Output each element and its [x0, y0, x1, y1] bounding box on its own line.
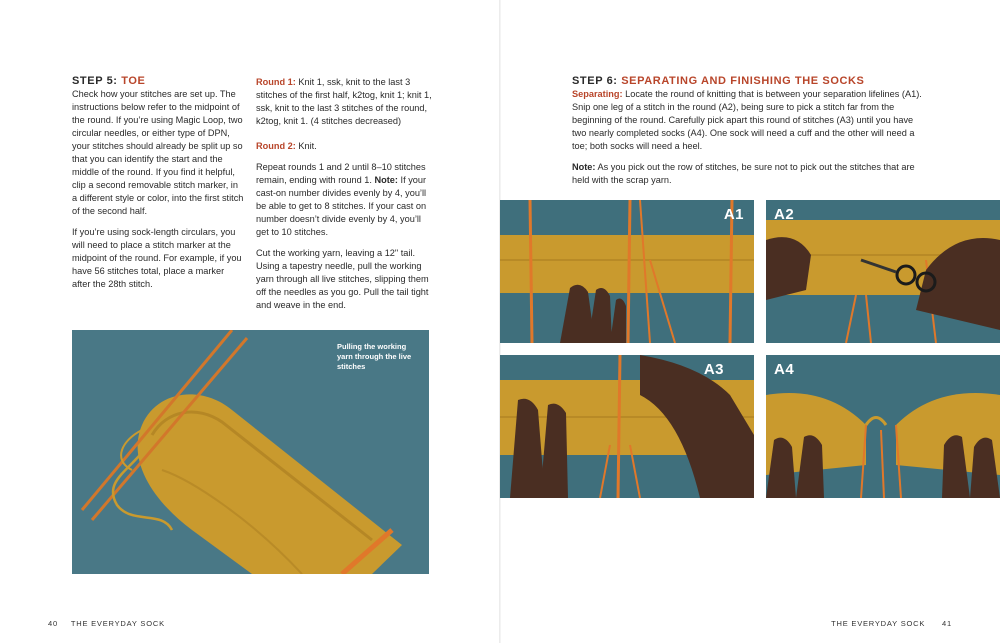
- round2-text: Knit.: [295, 141, 317, 151]
- photo-a3: [500, 355, 754, 498]
- step6-heading-accent: SEPARATING AND FINISHING THE SOCKS: [621, 75, 865, 87]
- step6-note-text: As you pick out the row of stitches, be sure not to pick out the stitches that are held with the scrap yarn.: [572, 162, 915, 185]
- repeat-paragraph: [256, 161, 432, 239]
- cut-paragraph: Cut the working yarn, leaving a 12" tail. Using a tapestry needle, pull the working yarn through all live stitches, slipping them off the needles as you go. Pull the tail tight and weave in the end.: [256, 248, 429, 310]
- left-footer-title: THE EVERYDAY SOCK: [70, 619, 165, 628]
- photo-a1-label: A1: [723, 206, 744, 223]
- step6-note-label: Note:: [572, 162, 596, 172]
- step6-heading-prefix: STEP 6:: [572, 75, 622, 87]
- photo-a1: [500, 200, 754, 343]
- repeat-text-pre: Repeat rounds 1 and 2 until 8–10 stitches remain, ending with round 1.: [256, 162, 426, 185]
- round1-label: Round 1:: [256, 77, 296, 87]
- left-footer: [48, 619, 165, 628]
- right-footer: [831, 619, 952, 628]
- left-page-number: 40: [48, 619, 58, 628]
- round1-paragraph: [256, 76, 432, 128]
- photo-a4-label: A4: [774, 361, 795, 378]
- photo-a4-image: [766, 355, 1000, 498]
- toe-photo-caption: Pulling the working yarn through the live stitches: [337, 342, 412, 371]
- separating-text: Locate the round of knitting that is between your separation lifelines (A1). Snip one leg of a stitch in the round (A2), being sure to pick a stitch far from the beginning of the round. Carefully pick apart this round of stitches (A3) until you have two nearly completed socks (A4). One sock will need a cuff and the other will need a toe; both socks will need a heel.: [572, 89, 922, 151]
- step5-heading-prefix: STEP 5:: [72, 75, 122, 87]
- rounds-column: [256, 76, 432, 320]
- step5-para1: Check how your stitches are set up. The instructions below refer to the midpoint of the round. If you’re using Magic Loop, two circular needles, or either type of DPN, your stitches should already be split up so that you can identify the start and the middle of the round. If you find it helpful, clip a second removable stitch marker, in a different style or color, into the first stitch of the second half.: [72, 89, 244, 216]
- step6-heading: [572, 74, 928, 88]
- round2-paragraph: [256, 140, 432, 153]
- right-page: [500, 0, 1000, 643]
- step5-heading: [72, 74, 244, 88]
- toe-photo: [72, 330, 429, 574]
- photo-a4: [766, 355, 1000, 498]
- separating-paragraph: [572, 88, 928, 153]
- photo-a1-image: [500, 200, 754, 343]
- step6-column: [572, 74, 928, 195]
- step5-column: [72, 74, 244, 299]
- photo-a2-image: [766, 200, 1000, 343]
- photo-a3-label: A3: [703, 361, 724, 378]
- right-page-number: 41: [942, 619, 952, 628]
- step5-para2: If you’re using sock-length circulars, you will need to place a stitch marker at the midpoint of the round. For example, if you have 56 stitches total, place a marker after the 28th stitch.: [72, 227, 242, 289]
- repeat-text-post: If your cast-on number divides evenly by 4, you’ll be able to get to 8 stitches. If your cast on number doesn’t divide evenly by 4, you’ll get to 10 stitches.: [256, 175, 427, 237]
- photo-a2: [766, 200, 1000, 343]
- step6-note-paragraph: [572, 161, 928, 187]
- step5-heading-accent: TOE: [121, 75, 146, 87]
- repeat-note-label: Note:: [374, 175, 398, 185]
- round2-label: Round 2:: [256, 141, 296, 151]
- round1-text: Knit 1, ssk, knit to the last 3 stitches of the first half, k2tog, knit 1; knit 1, ssk, knit to the last 3 stitches of the round, k2tog, knit 1. (4 stitches decreased): [256, 77, 432, 126]
- photo-a2-label: A2: [774, 206, 795, 223]
- separating-label: Separating:: [572, 89, 623, 99]
- right-footer-title: THE EVERYDAY SOCK: [831, 619, 926, 628]
